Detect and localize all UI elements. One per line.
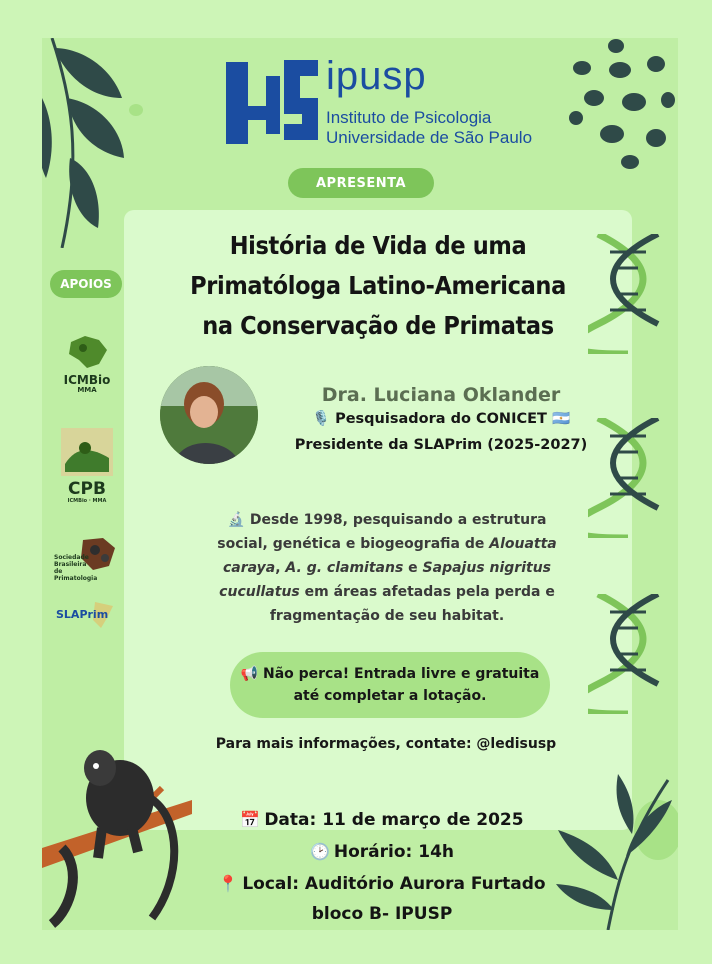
bio-species: Sapajus nigritus bbox=[422, 560, 552, 576]
clock-icon: 🕑 bbox=[309, 842, 330, 861]
dna-icon bbox=[588, 594, 668, 714]
bio-species: Alouatta bbox=[489, 536, 557, 552]
ipusp-logo bbox=[222, 54, 533, 147]
event-date bbox=[192, 810, 572, 830]
event-place-text: Local: Auditório Aurora Furtado bbox=[242, 874, 546, 894]
speaker-name: Dra. Luciana Oklander bbox=[321, 384, 561, 406]
event-time bbox=[192, 842, 572, 862]
speaker-role-1: 🎙️ Pesquisadora do CONICET 🇦🇷 bbox=[311, 411, 571, 427]
calendar-icon: 📅 bbox=[240, 810, 261, 829]
bio-text: e bbox=[403, 560, 423, 576]
plant-decoration-icon bbox=[548, 760, 678, 930]
cpb-sub-label: ICMBio · MMA bbox=[67, 498, 107, 504]
event-place-2: bloco B- IPUSP bbox=[311, 904, 453, 924]
bio-text: , bbox=[275, 560, 286, 576]
sponsor-icmbio bbox=[52, 334, 122, 394]
logo-line-1: Instituto de Psicologia bbox=[326, 108, 492, 127]
howler-monkey-icon bbox=[42, 728, 192, 928]
bio-text: social, genética e biogeografia de bbox=[217, 536, 490, 552]
sponsor-cpb bbox=[52, 428, 122, 504]
bio-text: em áreas afetadas pela perda e bbox=[299, 584, 555, 600]
contact-info: Para mais informações, contate: @ledisusp bbox=[215, 736, 557, 752]
title-line-1: História de Vida de uma bbox=[229, 231, 527, 260]
dots-decoration-icon bbox=[568, 38, 678, 178]
event-place bbox=[192, 874, 572, 894]
sponsor-sbp bbox=[52, 536, 122, 582]
bio-species: caraya bbox=[222, 560, 276, 576]
event-date-text: Data: 11 de março de 2025 bbox=[264, 810, 524, 830]
icmbio-label: ICMBio bbox=[63, 373, 111, 387]
speaker-info bbox=[286, 384, 596, 458]
icmbio-sub-label: MMA bbox=[77, 386, 97, 394]
bio-line-5: fragmentação de seu habitat. bbox=[269, 608, 505, 624]
bio-species: A. g. clamitans bbox=[285, 560, 404, 576]
supporters-badge: APOIOS bbox=[50, 270, 122, 298]
title-line-3: na Conservação de Primatas bbox=[202, 311, 554, 340]
title-line-2: Primatóloga Latino-Americana bbox=[190, 271, 566, 300]
pin-icon: 📍 bbox=[218, 874, 239, 893]
slaprim-label: SLAPrim bbox=[56, 608, 109, 621]
bio-line-3 bbox=[192, 556, 582, 580]
bio-line-4 bbox=[192, 580, 582, 604]
free-entry-banner bbox=[230, 652, 550, 718]
speaker-bio bbox=[192, 508, 582, 628]
bio-line-2 bbox=[192, 532, 582, 556]
sbp-label: Sociedade Brasileira de Primatologia bbox=[54, 554, 98, 582]
brazil-map-icon bbox=[65, 334, 109, 370]
ipusp-logo-icon bbox=[222, 56, 322, 144]
event-time-text: Horário: 14h bbox=[333, 842, 455, 862]
bio-species: cucullatus bbox=[219, 584, 300, 600]
cta-line-1: 📢 Não perca! Entrada livre e gratuita bbox=[240, 666, 540, 682]
poster bbox=[42, 38, 678, 930]
bio-line-1: 🔬 Desde 1998, pesquisando a estrutura bbox=[227, 512, 547, 528]
logo-line-2: Universidade de São Paulo bbox=[326, 128, 533, 147]
event-title bbox=[149, 226, 606, 346]
sponsor-slaprim bbox=[52, 600, 122, 634]
cpb-logo-icon bbox=[61, 428, 113, 476]
cpb-label: CPB bbox=[68, 479, 106, 499]
speaker-photo bbox=[160, 366, 258, 464]
presents-badge: APRESENTA bbox=[288, 168, 434, 198]
dna-icon bbox=[588, 418, 668, 538]
cta-line-2: até completar a lotação. bbox=[293, 688, 487, 704]
speaker-portrait-icon bbox=[160, 366, 258, 464]
logo-name: ipusp bbox=[326, 54, 427, 98]
speaker-role-2: Presidente da SLAPrim (2025-2027) bbox=[294, 437, 588, 453]
dna-icon bbox=[588, 234, 668, 354]
